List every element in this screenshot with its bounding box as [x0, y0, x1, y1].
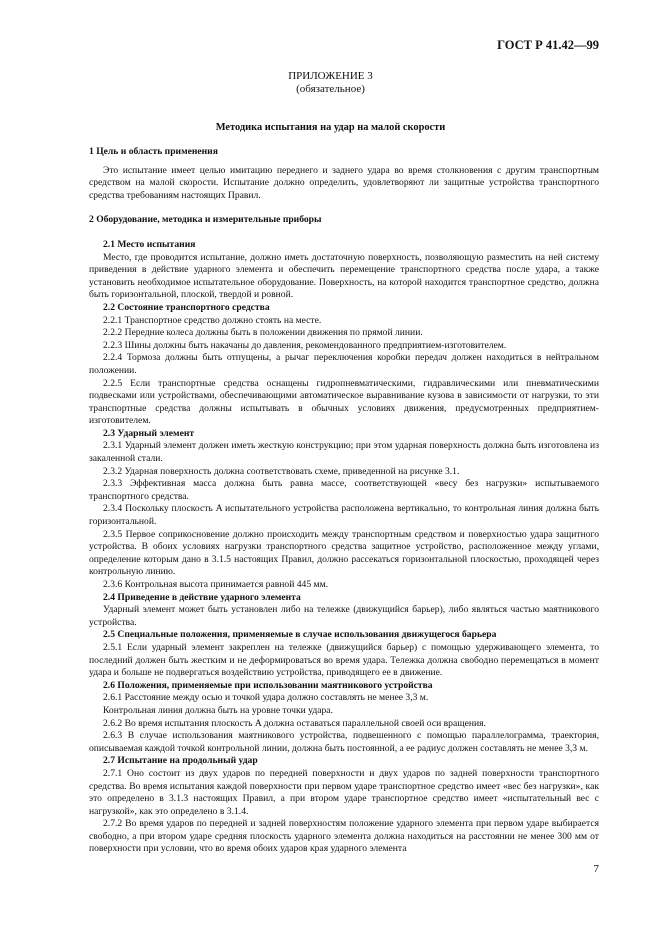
- section-2-heading: 2 Оборудование, методика и измерительные приборы: [89, 214, 322, 226]
- section-1-heading: 1 Цель и область применения: [89, 146, 218, 157]
- paragraph-2-3-2: 2.3.2 Ударная поверхность должна соответствовать схеме, приведенной на рисунке 3.1.: [103, 465, 460, 477]
- paragraph-2-3-6: 2.3.6 Контрольная высота принимается равной 445 мм.: [103, 579, 329, 590]
- paragraph-2-1: Место, где проводится испытание, должно иметь достаточную поверхность, позволяющую разместить на ней систему приведения в действие ударного элемента и обеспечить перемещение транспортного средства после удара, а также установить необходимое испытательное оборудование. Поверхность, на которой находится транспортное средство, должна быть горизонтальной, плоской, твердой и ровной.: [89, 251, 599, 301]
- document-body: [89, 146, 599, 856]
- appendix-subtitle: (обязательное): [296, 83, 365, 95]
- paragraph-2-3-4: 2.3.4 Поскольку плоскость A испытательного устройства расположена вертикально, то контрольная линия должна быть горизонтальной.: [89, 503, 599, 528]
- paragraph-2-2-3: 2.2.3 Шины должны быть накачаны до давления, рекомендованного предприятием-изготовителем.: [103, 339, 507, 351]
- paragraph-2-6-2: 2.6.2 Во время испытания плоскость A должна оставаться параллельной своей оси вращения.: [103, 717, 486, 729]
- section-2-6-heading: 2.6 Положения, применяемые при использовании маятникового устройства: [103, 679, 433, 691]
- section-2-1-heading: 2.1 Место испытания: [103, 238, 196, 250]
- standard-header: ГОСТ Р 41.42—99: [497, 38, 599, 52]
- paragraph-2-3-1: 2.3.1 Ударный элемент должен иметь жесткую конструкцию; при этом ударная поверхность должна быть изготовлена из закаленной стали.: [89, 440, 599, 465]
- paragraph-2-6-1: 2.6.1 Расстояние между осью и точкой удара должно составлять не менее 3,3 м.: [103, 692, 429, 704]
- paragraph-2-7-2: 2.7.2 Во время ударов по передней и задней поверхностям положение ударного элемента при первом ударе выбирается свободно, а при втором ударе средняя плоскость ударного элемента должна находиться на расстоянии не менее 300 мм от поверхности при условии, что во время обоих ударов края ударного элемента: [89, 818, 599, 855]
- section-2-3-heading: 2.3 Ударный элемент: [103, 427, 195, 439]
- section-2-5-heading: 2.5 Специальные положения, применяемые в случае использования движущегося барьера: [103, 629, 497, 641]
- paragraph-2-3-3: 2.3.3 Эффективная масса должна быть равна массе, соответствующей «весу без нагрузки» испытываемого транспортного средства.: [89, 478, 599, 502]
- paragraph-2-2-1: 2.2.1 Транспортное средство должно стоять на месте.: [103, 314, 322, 326]
- main-title: Методика испытания на удар на малой скорости: [215, 122, 446, 133]
- appendix-title: ПРИЛОЖЕНИЕ 3: [288, 70, 373, 82]
- section-2-4-heading: 2.4 Приведение в действие ударного элемента: [103, 591, 301, 603]
- paragraph-2-2-2: 2.2.2 Передние колеса должны быть в положении движения по прямой линии.: [103, 327, 423, 339]
- paragraph-2-2-5: 2.2.5 Если транспортные средства оснащены гидропневматическими, гидравлическими или пневматическими подвесками или устройствами, обеспечивающими автоматическое выравнивание кузова в зависимости от нагрузки, то эти транспортные средства должны испытывать в обычных условиях движения, предусмотренных предприятием-изготовителем.: [89, 377, 599, 427]
- section-2-7-heading: 2.7 Испытание на продольный удар: [103, 755, 258, 767]
- section-1-text: Это испытание имеет целью имитацию переднего и заднего удара во время столкновения с другим транспортным средством на малой скорости. Испытание должно определить, удовлетворяют ли защитные устройства транспортного средства требованиям настоящих Правил.: [89, 164, 599, 201]
- paragraph-2-6-1b: Контрольная линия должна быть на уровне точки удара.: [103, 704, 333, 716]
- paragraph-2-2-4: 2.2.4 Тормоза должны быть отпущены, а рычаг переключения коробки передач должен находиться в нейтральном положении.: [89, 352, 599, 376]
- section-2-2-heading: 2.2 Состояние транспортного средства: [103, 301, 270, 313]
- paragraph-2-3-5: 2.3.5 Первое соприкосновение должно происходить между транспортным средством и поверхностью удара защитного устройства. В обоих условиях нагрузки транспортного средства защитное устройство, расположенное между углами, определение которым дано в 3.1.5 настоящих Правил, должно рассекаться горизонтальной плоскостью, проходящей через контрольную линию.: [89, 528, 599, 578]
- page-number: 7: [593, 863, 599, 875]
- paragraph-2-4: Ударный элемент может быть установлен либо на тележке (движущийся барьер), либо являться частью маятникового устройства.: [89, 604, 599, 628]
- paragraph-2-5-1: 2.5.1 Если ударный элемент закреплен на тележке (движущийся барьер) с помощью удерживающего элемента, то последний должен быть жестким и не деформироваться во время удара. Тележка должна свободно перемещаться в момент удара и больше не подвергаться воздействию устройства, приводящего ее в движение.: [89, 641, 599, 679]
- paragraph-2-7-1: 2.7.1 Оно состоит из двух ударов по передней поверхности и двух ударов по задней поверхности транспортного средства. Во время испытания каждой поверхности при первом ударе транспортное средство имеет «вес без нагрузки», как это определено в 3.1.3 настоящих Правил, а при втором ударе транспортное средство имеет «испытательный вес с нагрузкой», как это определено в 3.1.4.: [89, 767, 599, 817]
- paragraph-2-6-3: 2.6.3 В случае использования маятникового устройства, подвешенного с помощью параллелограмма, траектория, описываемая каждой точкой контрольной линии, должна быть постоянной, а ее радиус должен составлять не менее 3,3 м.: [89, 730, 599, 754]
